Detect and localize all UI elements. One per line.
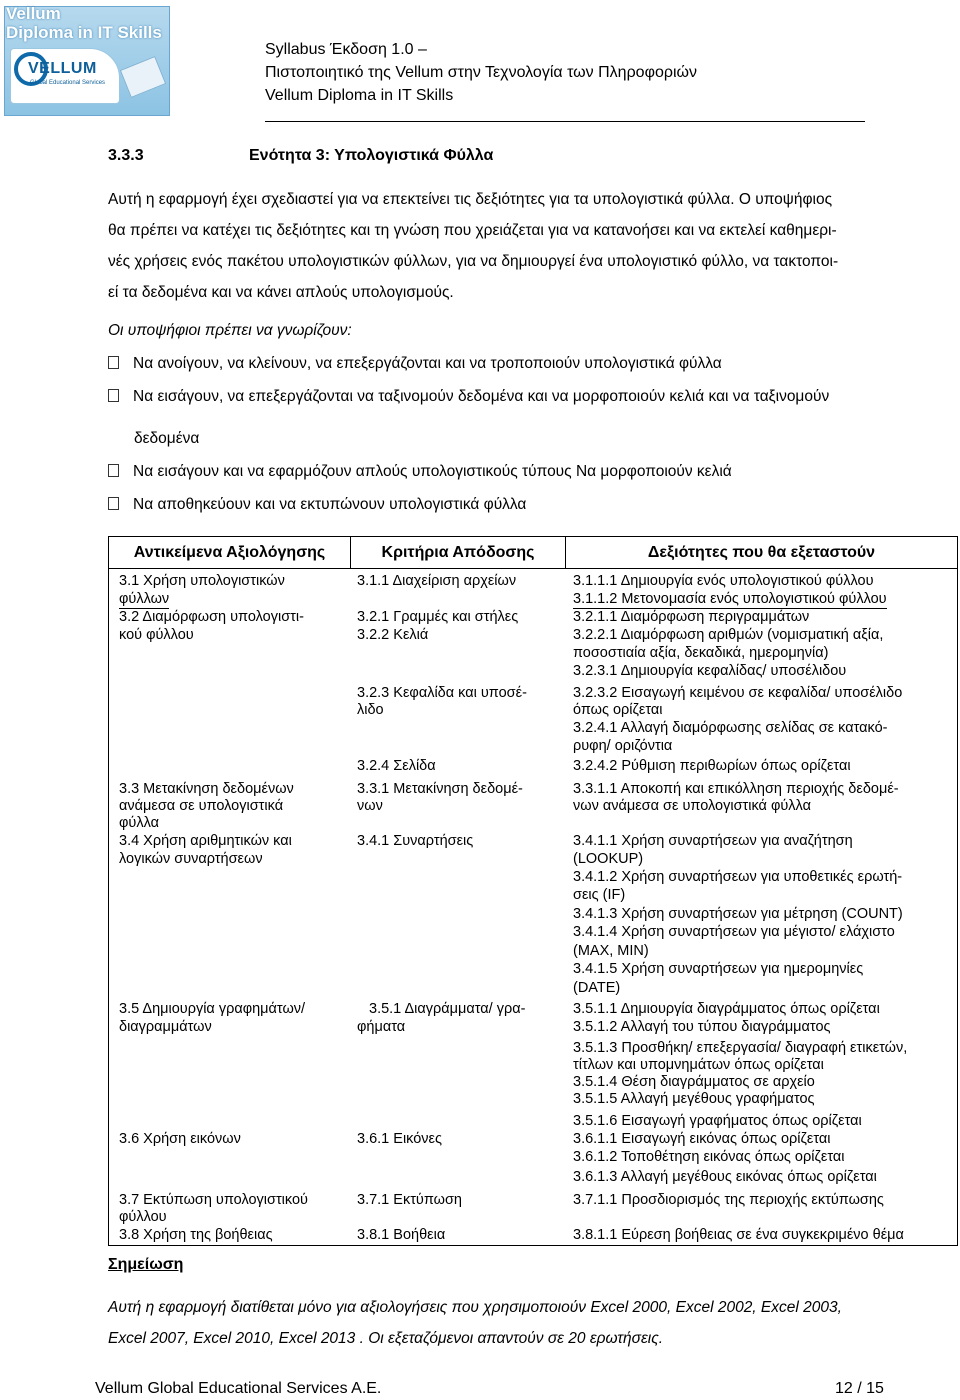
table-cell: όπως ορίζεται [573, 702, 663, 718]
table-cell: 3.5.1.5 Αλλαγή μεγέθους γραφήματος [573, 1091, 815, 1107]
table-cell: 3.6 Χρήση εικόνων [119, 1131, 241, 1147]
table-cell: φύλλα [119, 815, 159, 831]
table-cell: 3.5.1.1 Δημιουργία διαγράμματος όπως ορίζεται [573, 1001, 880, 1017]
table-cell: 3.1.1.2 Μετονομασία ενός υπολογιστικού φύλλου [573, 591, 887, 607]
note-text: Αυτή η εφαρμογή διατίθεται μόνο για αξιολογήσεις που χρησιμοποιούν Excel 2000, Excel 2002, Excel 2003, Excel 2007, Excel 2010, Excel 2013 . Οι εξεταζόμενοι απαντούν σε 20 ερωτήσεις. [108, 1299, 842, 1347]
table-cell: 3.6.1 Εικόνες [357, 1131, 443, 1147]
table-cell: ποσοστιαία αξία, δεκαδικά, ημερομηνία) [573, 645, 829, 661]
header-rule [265, 121, 865, 122]
table-cell: 3.3 Μετακίνηση δεδομένων [119, 781, 294, 797]
table-cell: 3.8.1 Βοήθεια [357, 1227, 446, 1243]
table-cell: νων ανάμεσα σε υπολογιστικά φύλλα [573, 798, 811, 814]
table-cell: 3.2.4.2 Ρύθμιση περιθωρίων όπως ορίζεται [573, 758, 851, 774]
list-item: Να αποθηκεύουν και να εκτυπώνουν υπολογιστικά φύλλα [108, 496, 526, 514]
table-cell: 3.5.1.4 Θέση διαγράμματος σε αρχείο [573, 1074, 815, 1090]
table-cell: φύλλου [119, 1209, 167, 1225]
table-cell: λογικών συναρτήσεων [119, 851, 263, 867]
document-header [265, 38, 697, 107]
table-cell: 3.3.1 Μετακίνηση δεδομέ- [357, 781, 523, 797]
table-cell: 3.2 Διαμόρφωση υπολογιστι- [119, 609, 304, 625]
table-cell: 3.4.1.5 Χρήση συναρτήσεων για ημερομηνίες [573, 961, 864, 977]
table-cell: 3.8 Χρήση της βοήθειας [119, 1227, 273, 1243]
checkbox-bullet-icon [108, 464, 119, 477]
checkbox-bullet-icon [108, 497, 119, 510]
table-cell: 3.8.1.1 Εύρεση βοήθειας σε ένα συγκεκριμένο θέμα [573, 1227, 904, 1243]
list-item: Να εισάγουν και να εφαρμόζουν απλούς υπολογιστικούς τύπους Να μορφοποιούν κελιά [108, 463, 732, 481]
section-title: Ενότητα 3: Υπολογιστικά Φύλλα [249, 147, 494, 164]
logo-title: Vellum Diploma in IT Skills [6, 4, 162, 42]
footer-company: Vellum Global Educational Services A.E. [95, 1380, 382, 1397]
list-item-continuation: δεδομένα [134, 430, 200, 447]
table-cell: τίτλων και υπομνημάτων όπως ορίζεται [573, 1057, 824, 1073]
table-cell: 3.5 Δημιουργία γραφημάτων/ [119, 1001, 306, 1017]
table-cell: λιδο [357, 702, 384, 718]
table-cell: 3.4.1.1 Χρήση συναρτήσεων για αναζήτηση [573, 833, 853, 849]
table-cell: 3.7 Εκτύπωση υπολογιστικού [119, 1192, 308, 1208]
table-cell: 3.6.1.1 Εισαγωγή εικόνας όπως ορίζεται [573, 1131, 831, 1147]
table-cell: σεις (IF) [573, 887, 626, 903]
note-heading: Σημείωση [108, 1256, 184, 1273]
table-cell: (MAX, MIN) [573, 943, 649, 959]
table-cell: 3.2.1 Γραμμές και στήλες [357, 609, 519, 625]
table-cell: 3.4.1.2 Χρήση συναρτήσεων για υποθετικές ερωτή- [573, 869, 903, 885]
table-cell: 3.2.1.1 Διαμόρφωση περιγραμμάτων [573, 609, 810, 625]
checkbox-bullet-icon [108, 389, 119, 402]
table-cell: νων [357, 798, 383, 814]
intro-paragraph: Αυτή η εφαρμογή έχει σχεδιαστεί για να επεκτείνει τις δεξιότητες για τα υπολογιστικά φύλλα. Ο υποψήφιος θα πρέπει να κατέχει τις δεξιότητες και τη γνώση που χρειάζεται για να κατανοήσει και να εκτελεί καθημερι- νές χρήσεις ενός πακέτου υπολογιστικών φύλλων, για να δημιουργεί ένα υπολογιστικό φύλλο, να τακτοποι- εί τα δεδομένα και να κάνει απλούς υπολογισμούς. [108, 191, 839, 301]
section-number: 3.3.3 [108, 147, 144, 164]
table-cell: 3.5.1.6 Εισαγωγή γραφήματος όπως ορίζεται [573, 1113, 862, 1129]
table-cell: 3.7.1 Εκτύπωση [357, 1192, 462, 1208]
column-header-objectives: Αντικείμενα Αξιολόγησης [109, 537, 351, 568]
candidates-label: Οι υποψήφιοι πρέπει να γνωρίζουν: [108, 322, 352, 339]
table-cell: 3.2.3.2 Εισαγωγή κειμένου σε κεφαλίδα/ υποσέλιδο [573, 685, 903, 701]
logo-wordmark: VELLUM [28, 60, 97, 77]
table-cell: 3.3.1.1 Αποκοπή και επικόλληση περιοχής δεδομέ- [573, 781, 899, 797]
table-cell: 3.4.1 Συναρτήσεις [357, 833, 474, 849]
table-cell: 3.1.1 Διαχείριση αρχείων [357, 573, 517, 589]
table-cell: φύλλων [119, 591, 170, 607]
table-cell: 3.2.2 Κελιά [357, 627, 429, 643]
table-cell: (DATE) [573, 980, 621, 996]
logo-tagline: Global Educational Services [30, 80, 106, 86]
header-syllabus: Syllabus Έκδοση 1.0 – [265, 41, 427, 58]
page-number: 12 / 15 [835, 1380, 884, 1397]
table-cell: 3.5.1.2 Αλλαγή του τύπου διαγράμματος [573, 1019, 831, 1035]
table-cell: 3.4.1.3 Χρήση συναρτήσεων για μέτρηση (COUNT) [573, 906, 903, 922]
table-cell: 3.2.2.1 Διαμόρφωση αριθμών (νομισματική αξία, [573, 627, 884, 643]
header-diploma: Vellum Diploma in IT Skills [265, 87, 454, 104]
table-cell: ανάμεσα σε υπολογιστικά [119, 798, 284, 814]
table-cell: 3.5.1.3 Προσθήκη/ επεξεργασία/ διαγραφή ετικετών, [573, 1040, 908, 1056]
table-cell: 3.1 Χρήση υπολογιστικών [119, 573, 285, 589]
table-cell: (LOOKUP) [573, 851, 644, 867]
table-cell: ρυφη/ οριζόντια [573, 738, 673, 754]
table-cell: 3.6.1.2 Τοποθέτηση εικόνας όπως ορίζεται [573, 1149, 845, 1165]
table-cell: διαγραμμάτων [119, 1019, 212, 1035]
table-cell: 3.7.1.1 Προσδιορισμός της περιοχής εκτύπωσης [573, 1192, 884, 1208]
table-cell: 3.2.4.1 Αλλαγή διαμόρφωσης σελίδας σε κατακό- [573, 720, 888, 736]
table-cell: 3.1.1.1 Δημιουργία ενός υπολογιστικού φύλλου [573, 573, 874, 589]
list-item: Να εισάγουν, να επεξεργάζονται να ταξινομούν δεδομένα και να μορφοποιούν κελιά και να ταξινομούν [108, 388, 829, 406]
column-header-criteria: Κριτήρια Απόδοσης [351, 537, 566, 568]
table-cell: 3.6.1.3 Αλλαγή μεγέθους εικόνας όπως ορίζεται [573, 1169, 877, 1185]
checkbox-bullet-icon [108, 356, 119, 369]
column-header-skills: Δεξιότητες που θα εξεταστούν [647, 543, 876, 561]
table-cell: 3.2.4 Σελίδα [357, 758, 436, 774]
table-cell: φήματα [357, 1019, 406, 1035]
table-cell: 3.2.3.1 Δημιουργία κεφαλίδας/ υποσέλιδου [573, 663, 847, 679]
table-cell: κού φύλλου [119, 627, 194, 643]
table-cell: 3.4 Χρήση αριθμητικών και [119, 833, 292, 849]
syllabus-table-header [108, 536, 958, 569]
header-certificate: Πιστοποιητικό της Vellum στην Τεχνολογία των Πληροφοριών [265, 64, 697, 81]
table-cell: 3.4.1.4 Χρήση συναρτήσεων για μέγιστο/ ελάχιστο [573, 924, 895, 940]
table-cell: 3.5.1 Διαγράμματα/ γρα- [369, 1001, 526, 1017]
table-cell: 3.2.3 Κεφαλίδα και υποσέ- [357, 685, 527, 701]
list-item: Να ανοίγουν, να κλείνουν, να επεξεργάζονται και να τροποποιούν υπολογιστικά φύλλα [108, 355, 722, 373]
